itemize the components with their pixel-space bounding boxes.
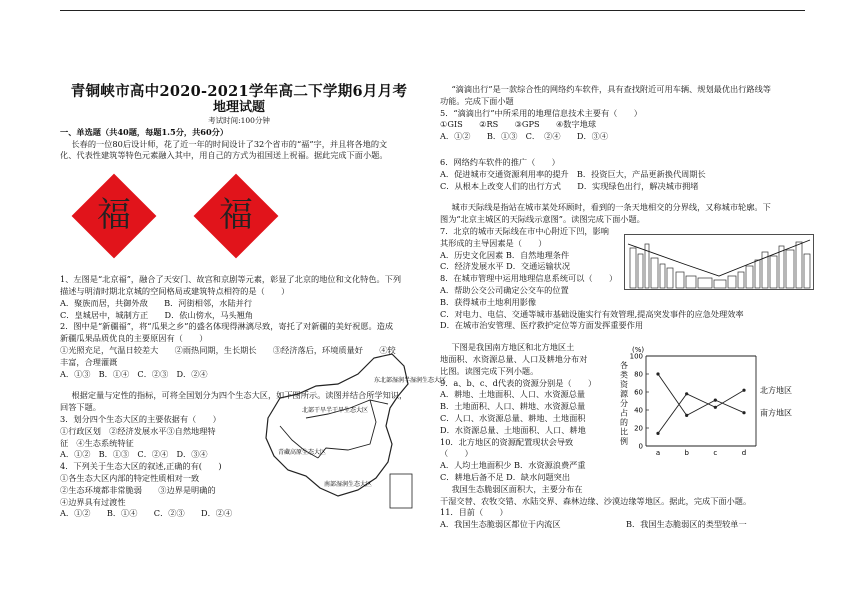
y-axis-label-char: 占 [620, 408, 628, 418]
question-4-items: ②生态环境都非常脆弱 ③边界是明确的 [60, 484, 216, 495]
passage-skyline-2: 图为“北京主城区的天际线示意图”。读图完成下面小题。 [440, 214, 645, 225]
question-9: 9．a、b、c、d代表的资源分别是（ ） [440, 377, 597, 388]
map-label-qinghai: 青藏高原生态大区 [278, 448, 327, 456]
y-axis-label-char: 类 [620, 370, 628, 380]
question-9-options: B．土地面积、人口、耕地、水资源总量 [440, 401, 586, 412]
data-point [742, 389, 745, 392]
data-point [742, 411, 745, 414]
data-point [656, 432, 659, 435]
left-column [60, 83, 447, 520]
data-point [714, 406, 717, 409]
legend-label-north: 北方地区 [760, 386, 792, 396]
exam-time: 考试时间:100分钟 [208, 116, 270, 125]
question-6: 6．网络约车软件的推广（ ） [440, 156, 560, 167]
map-label-north: 北部干旱半干旱生态大区 [302, 406, 369, 414]
question-5: 5．“滴滴出行”中所采用的地理信息技术主要有（ ） [440, 107, 642, 118]
question-2-items: 丰富，合理灌溉 [60, 356, 118, 367]
question-1-options: A．聚族而居，共御外敌 B．河街相邻，水陆并行 [60, 297, 253, 308]
question-3: 3．划分四个生态大区的主要依据有（ ） [60, 413, 221, 424]
question-2-options: A．①③ B．①④ C．②③ D．②④ [60, 368, 208, 379]
y-axis-label-char: 分 [620, 399, 628, 408]
question-11-options: A．我国生态脆弱区都位于内流区 B．我国生态脆弱区的类型较单一 [440, 519, 747, 530]
fu-character: 福 [219, 195, 253, 236]
question-9-options: A．耕地、土地面积、人口、水资源总量 [440, 389, 586, 400]
question-5-items: ①GIS ②RS ③GPS ④数字地球 [440, 119, 597, 130]
series-line-north [658, 390, 744, 433]
passage-fu: 长春的一位80后设计师，花了近一年的时间设计了32个省市的“福”字，并且将各地的文 [71, 138, 388, 149]
question-4-options: A．①② B．①④ C．②③ D．②④ [60, 508, 233, 519]
question-8-options: D．在城市治安管理、医疗救护定位等方面发挥重要作用 [440, 320, 644, 331]
y-unit-label: (%) [632, 346, 645, 354]
question-11: 11．目前（ ） [440, 507, 508, 518]
y-tick-label: 80 [634, 370, 643, 379]
question-2-items: ①光照充足，气温日较差大 ②雨热同期，生长期长 ③经济落后，环境质量好 ④较 [60, 344, 396, 355]
question-8-options: B．获得城市土地利用影像 [440, 296, 537, 307]
y-axis-label-char: 比 [620, 427, 628, 437]
right-column [440, 84, 820, 531]
question-1-options: C．皇城居中，城制方正 D．依山傍水，马头翘角 [60, 309, 253, 320]
passage-didi-2: 功能。完成下面小题 [440, 95, 514, 106]
resource-distribution-chart [616, 346, 816, 464]
question-8-options: C．对电力、电信、交通等城市基础设施实行有效管理,提高突发事件的应急处理效率 [440, 308, 744, 319]
beijing-fu-image [84, 186, 144, 246]
x-tick-label: b [684, 449, 689, 457]
question-7-options: A．历史文化因素 B．自然地理条件 [440, 249, 570, 260]
question-9-options: C．人口、水资源总量、耕地、土地面积 [440, 412, 586, 423]
data-point [685, 392, 688, 395]
x-tick-label: a [655, 449, 661, 457]
passage-didi: “滴滴出行”是一款综合性的网络约车软件，具有查找附近可用车辆、规划最优出行路线等 [451, 84, 771, 94]
y-axis-label-char: 各 [620, 361, 628, 370]
passage-fragile: 我国生态脆弱区面积大，主要分布在 [451, 483, 583, 494]
y-tick-label: 40 [634, 406, 643, 415]
legend-label-south: 南方地区 [760, 408, 792, 418]
passage-fu-2: 化、代表性建筑等特色元素融入其中，用自己的方式为祖国送上祝福。据此完成下面小题。 [60, 150, 388, 161]
question-6-options: C．从根本上改变人们的出行方式 D．实现绿色出行，解决城市拥堵 [440, 180, 699, 191]
y-axis-label-char: 例 [620, 437, 628, 446]
passage-resources: 下图是我国南方地区和北方地区土 [451, 342, 575, 353]
exam-title: 青铜峡市高中2020-2021学年高二下学期6月月考 [70, 83, 408, 100]
y-axis-label-char: 的 [620, 418, 628, 427]
y-tick-label: 20 [634, 424, 643, 433]
passage-resources-3: 比图。读图完成下列小题。 [440, 365, 539, 376]
question-3-items: 征 ④生态系统特征 [60, 437, 134, 448]
china-eco-region-map [258, 348, 447, 520]
y-tick-label: 60 [634, 388, 643, 397]
question-10-cont: （ ） [440, 448, 473, 459]
fu-character: 福 [97, 195, 131, 236]
xinjiang-fu-image [206, 186, 266, 246]
data-point [714, 399, 717, 402]
question-2: 2．图中是“新疆福”，将“瓜果之乡”的盛名体现得淋漓尽致，寄托了对新疆的美好祝愿。造成 [60, 321, 394, 332]
question-8: 8．在城市管理中运用地理信息系统可以（ ） [440, 273, 618, 284]
question-5-options: A．①② B．①③ C． ②④ D．③④ [440, 131, 609, 142]
series-line-south [658, 374, 744, 415]
passage-fragile-2: 干湿交替、农牧交错、水陆交界、森林边缘、沙漠边缘等地区。据此，完成下面小题。 [440, 495, 752, 506]
exam-subtitle: 地理试题 [212, 100, 265, 115]
passage-skyline: 城市天际线是指站在城市某处环顾时，看到的一条天地相交的分界线，又称城市轮廓。下 [451, 202, 771, 213]
y-axis-label-char: 源 [620, 389, 628, 399]
question-7: 7．北京的城市天际线在市中心附近下凹，影响 [440, 225, 609, 236]
question-9-options: D．水资源总量、土地面积、人口、耕地 [440, 424, 586, 435]
question-6-options: A．促进城市交通资源利用率的提升 B．投资巨大，产品更新换代周期长 [440, 168, 706, 179]
question-4: 4．下列关于生态大区的叙述,正确的有( ) [60, 461, 222, 472]
beijing-skyline-figure [624, 234, 814, 290]
map-label-northeast: 东北部湿润半湿润生态大区 [374, 376, 447, 384]
passage-resources-2: 地面积、水资源总量、人口及耕地分布对 [440, 353, 588, 364]
question-3-items: ①行政区划 ②经济发展水平③自然地理特 [60, 425, 216, 436]
question-1: 1、左图是“北京福”，融合了天安门、故宫和京剧等元素，彰显了北京的地位和文化特色。下列 [60, 274, 402, 285]
question-1-cont: 描述与明清时期北京城的空间格局或建筑特点相符的是（ ） [60, 285, 290, 296]
y-tick-label: 100 [629, 352, 643, 361]
question-2-cont: 新疆瓜果品质优良的主要原因有（ ） [60, 333, 208, 344]
header-rule [60, 10, 805, 11]
question-4-items: ①各生态大区内部的特定性质相对一致 [60, 472, 200, 483]
passage-eco-2: 回答下题。 [60, 402, 101, 413]
fu-images [60, 166, 418, 272]
question-4-items: ④边界具有过渡性 [60, 496, 126, 507]
question-3-options: A．①② B．①③ C．②④ D．③④ [60, 449, 208, 460]
y-axis-label-char: 资 [620, 380, 628, 389]
question-8-options: A．帮助公交公司确定公交车的位置 [440, 284, 569, 295]
passage-eco: 根据定量与定性的指标，可将全国划分为四个生态大区，如下图所示。读图并结合所学知识， [71, 390, 408, 401]
x-tick-label: d [741, 449, 747, 457]
data-point [656, 372, 659, 375]
question-10-options: C．耕地后备不足 D．缺水问题突出 [440, 471, 571, 482]
question-7-options: C．经济发展水平 D．交通运输状况 [440, 261, 571, 272]
y-tick-label: 0 [638, 442, 643, 451]
section-heading: 一、单选题（共40题，每题1.5分，共60分） [60, 126, 229, 137]
question-10: 10．北方地区的资源配置现状会导致 [440, 436, 574, 447]
map-label-south: 南部湿润生态大区 [324, 480, 373, 488]
question-7-cont: 其形成的主导因素是（ ） [440, 237, 547, 248]
question-10-options: A．人均土地面积少 B．水资源浪费严重 [440, 460, 586, 471]
x-tick-label: c [713, 449, 718, 457]
data-point [685, 414, 688, 417]
